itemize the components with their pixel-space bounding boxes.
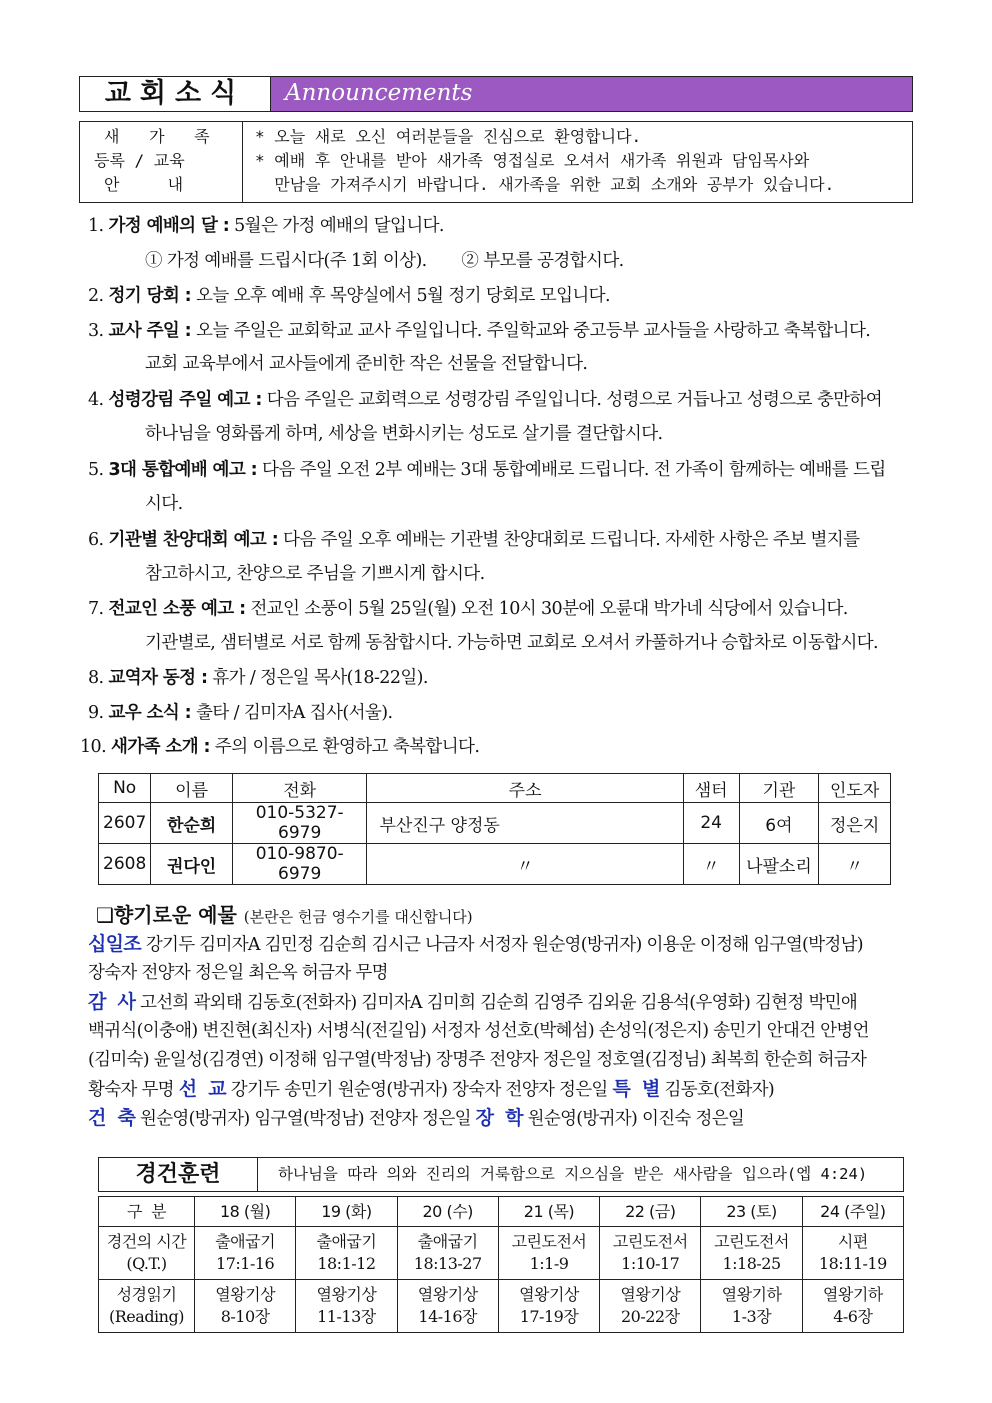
table-cell: 정은지 (819, 803, 891, 844)
offering-line (88, 959, 388, 988)
offering-category: 십일조 (88, 933, 141, 955)
announcement-item (80, 734, 479, 760)
header-title-english: Announcements (271, 77, 912, 111)
table-cell: 출애굽기 18:1-12 (296, 1227, 397, 1280)
newcomer-guide-line: * 오늘 새로 오신 여러분들을 진심으로 환영합니다. (255, 127, 642, 146)
announcement-item (88, 527, 859, 553)
item-continuation: ① 가정 예배를 드립시다(주 1회 이상). ② 부모를 공경합시다. (145, 251, 624, 271)
column-header: 24 (주일) (802, 1197, 903, 1227)
offering-line (88, 1017, 869, 1046)
item-text: 전교인 소풍이 5월 25일(월) 오전 10시 30분에 오륜대 박가네 식당에서 있습니다. (245, 599, 848, 619)
newcomer-guide-line: 만남을 가져주시기 바랍니다. 새가족을 위한 교회 소개와 공부가 있습니다. (255, 175, 835, 194)
column-header: 샘터 (683, 774, 739, 803)
item-number: 4. (88, 390, 104, 410)
item-title: 교사 주일 : (108, 321, 192, 341)
column-header: 기관 (739, 774, 819, 803)
column-header: 18 (월) (195, 1197, 296, 1227)
table-cell: 010-9870-6979 (232, 844, 367, 885)
table-row (99, 1280, 904, 1333)
offering-category: 감 사 (88, 991, 136, 1013)
table-cell: 열왕기상 8-10장 (195, 1280, 296, 1333)
item-continuation: 시다. (145, 494, 183, 514)
newcomer-guide-line: * 예배 후 안내를 받아 새가족 영접실로 오셔서 새가족 위원과 담임목사와 (255, 151, 810, 170)
item-title: 전교인 소풍 예고 : (108, 599, 246, 619)
offering-names: 원순영(방귀자) 이진숙 정은일 (522, 1109, 745, 1129)
offering-category: 선 교 (178, 1078, 226, 1100)
table-cell: 한순희 (151, 803, 233, 844)
table-cell: 열왕기하 1-3장 (701, 1280, 802, 1333)
table-cell: 〃 (683, 844, 739, 885)
table-cell: 고린도전서 1:10-17 (600, 1227, 701, 1280)
table-cell: 열왕기상 17-19장 (498, 1280, 599, 1333)
column-header: 인도자 (819, 774, 891, 803)
announcement-item (88, 700, 392, 726)
offering-category: 장 학 (475, 1107, 523, 1129)
item-text: 5월은 가정 예배의 달입니다. (229, 216, 444, 236)
column-header: 구 분 (99, 1197, 195, 1227)
offering-names: 장숙자 전양자 정은일 최은옥 허금자 무명 (88, 963, 388, 983)
item-text: 오늘 주일은 교회학교 교사 주일입니다. 주일학교와 중고등부 교사들을 사랑하고 축복합니다. (191, 321, 871, 341)
table-header-row (99, 774, 891, 803)
column-header: 21 (목) (498, 1197, 599, 1227)
training-verse: 하나님을 따라 의와 진리의 거룩함으로 지으심을 받은 새사람을 입으라(엡 4:24) (278, 1165, 868, 1183)
offering-names: 황숙자 무명 (88, 1080, 179, 1100)
item-number: 6. (88, 530, 104, 550)
item-number: 2. (88, 286, 104, 306)
column-header: 19 (화) (296, 1197, 397, 1227)
table-cell: 시편 18:11-19 (802, 1227, 903, 1280)
announcement-item (88, 665, 428, 691)
table-row (99, 1227, 904, 1280)
item-title: 새가족 소개 : (111, 737, 210, 757)
table-cell: 출애굽기 17:1-16 (195, 1227, 296, 1280)
item-title: 정기 당회 : (108, 286, 192, 306)
item-number: 1. (88, 216, 104, 236)
item-title: 성령강림 주일 예고 : (108, 390, 262, 410)
offering-line (88, 1046, 866, 1075)
offering-line (88, 988, 857, 1017)
column-header: 22 (금) (600, 1197, 701, 1227)
announcement-item (88, 457, 886, 483)
table-cell: 열왕기상 20-22장 (600, 1280, 701, 1333)
column-header: 23 (토) (701, 1197, 802, 1227)
column-header: 이름 (151, 774, 233, 803)
offering-line (88, 1075, 774, 1104)
table-row (99, 844, 891, 885)
table-cell: 〃 (367, 844, 683, 885)
item-text: 다음 주일은 교회력으로 성령강림 주일입니다. 성령으로 거듭나고 성령으로 충만하여 (261, 390, 883, 410)
item-number: 5. (88, 460, 104, 480)
item-title: 교역자 동정 : (108, 668, 208, 688)
newcomer-guide-box (79, 121, 913, 203)
item-title: 3대 통합예배 예고 : (108, 460, 258, 480)
announcement-item (88, 318, 870, 344)
item-number: 3. (88, 321, 104, 341)
row-label: 경건의 시간 (Q.T.) (99, 1227, 195, 1280)
table-cell: 2607 (99, 803, 151, 844)
training-header (98, 1157, 904, 1192)
column-header: No (99, 774, 151, 803)
item-number: 8. (88, 668, 104, 688)
item-continuation: 교회 교육부에서 교사들에게 준비한 작은 선물을 전달합니다. (145, 354, 588, 374)
item-number: 9. (88, 703, 104, 723)
newcomer-guide-label: 안 내 (104, 175, 184, 194)
item-title: 기관별 찬양대회 예고 : (108, 530, 279, 550)
newcomer-guide-label: 새 가 족 (104, 127, 220, 146)
item-text: 휴가 / 정은일 목사(18-22일). (207, 668, 428, 688)
offering-names: 김동호(전화자) (659, 1080, 775, 1100)
row-label: 성경읽기 (Reading) (99, 1280, 195, 1333)
table-cell: 010-5327-6979 (232, 803, 367, 844)
offering-names: 강기두 송민기 원순영(방귀자) 장숙자 전양자 정은일 (225, 1080, 613, 1100)
table-cell: 열왕기상 11-13장 (296, 1280, 397, 1333)
item-text: 오늘 오후 예배 후 목양실에서 5월 정기 당회로 모입니다. (191, 286, 610, 306)
offering-line (88, 1104, 744, 1133)
offering-category: 특 별 (612, 1078, 660, 1100)
offerings-heading (96, 899, 473, 928)
table-cell: 〃 (819, 844, 891, 885)
offerings-title: ❑향기로운 예물 (96, 903, 237, 927)
newcomer-guide-text (243, 122, 912, 202)
item-text: 주의 이름으로 환영하고 축복합니다. (209, 737, 480, 757)
table-cell: 열왕기하 4-6장 (802, 1280, 903, 1333)
column-header: 전화 (232, 774, 367, 803)
table-cell: 부산진구 양정동 (367, 803, 683, 844)
newcomer-guide-label: 등록 / 교육 (94, 151, 185, 170)
offering-names: 강기두 김미자A 김민정 김순희 김시근 나금자 서정자 원순영(방귀자) 이용운 이정해 임구열(박정남) (140, 935, 863, 955)
table-cell: 열왕기상 14-16장 (397, 1280, 498, 1333)
newcomers-table (98, 773, 891, 885)
offering-names: 백귀식(이충애) 변진현(최신자) 서병식(전길임) 서정자 성선호(박혜섬) 손성익(정은지) 송민기 안대건 안병언 (88, 1021, 869, 1041)
item-text: 다음 주일 오후 예배는 기관별 찬양대회로 드립니다. 자세한 사항은 주보 별지를 (278, 530, 860, 550)
announcement-item (88, 387, 882, 413)
item-text: 출타 / 김미자A 집사(서울). (191, 703, 393, 723)
table-cell: 권다인 (151, 844, 233, 885)
header-title-korean: 교회소식 (80, 77, 271, 111)
item-number: 7. (88, 599, 104, 619)
table-cell: 6여 (739, 803, 819, 844)
offering-line (88, 930, 863, 959)
announcement-item (88, 283, 610, 309)
column-header: 20 (수) (397, 1197, 498, 1227)
announcement-item (88, 596, 848, 622)
table-cell: 2608 (99, 844, 151, 885)
item-continuation: 하나님을 영화롭게 하며, 세상을 변화시키는 성도로 살기를 결단합시다. (145, 424, 663, 444)
training-table (98, 1196, 904, 1333)
offering-category: 건 축 (88, 1107, 136, 1129)
announcements-header (79, 76, 913, 112)
item-title: 교우 소식 : (108, 703, 192, 723)
newcomer-guide-labels (80, 122, 243, 202)
offerings-subtitle: (본란은 헌금 영수기를 대신합니다) (243, 908, 473, 926)
item-continuation: 기관별로, 샘터별로 서로 함께 동참합시다. 가능하면 교회로 오셔서 카풀하거나 승합차로 이동합시다. (145, 633, 879, 653)
offering-names: 원순영(방귀자) 임구열(박정남) 전양자 정은일 (135, 1109, 476, 1129)
table-cell: 24 (683, 803, 739, 844)
column-header: 주소 (367, 774, 683, 803)
item-number: 10. (80, 737, 107, 757)
item-title: 가정 예배의 달 : (108, 216, 230, 236)
item-text: 다음 주일 오전 2부 예배는 3대 통합예배로 드립니다. 전 가족이 함께하는 예배를 드립 (257, 460, 886, 480)
table-cell: 나팔소리 (739, 844, 819, 885)
announcement-item (88, 213, 444, 239)
offering-names: (김미숙) 윤일성(김경연) 이정해 임구열(박정남) 장명주 전양자 정은일 정호열(김정님) 최복희 한순희 허금자 (88, 1050, 867, 1070)
table-cell: 출애굽기 18:13-27 (397, 1227, 498, 1280)
table-row (99, 803, 891, 844)
item-continuation: 참고하시고, 찬양으로 주님을 기쁘시게 합시다. (145, 564, 485, 584)
offering-names: 고선희 곽외태 김동호(전화자) 김미자A 김미희 김순희 김영주 김외윤 김용석(우영화) 김현정 박민애 (135, 993, 858, 1013)
table-cell: 고린도전서 1:1-9 (498, 1227, 599, 1280)
table-header-row (99, 1197, 904, 1227)
training-title: 경건훈련 (99, 1158, 258, 1191)
table-cell: 고린도전서 1:18-25 (701, 1227, 802, 1280)
